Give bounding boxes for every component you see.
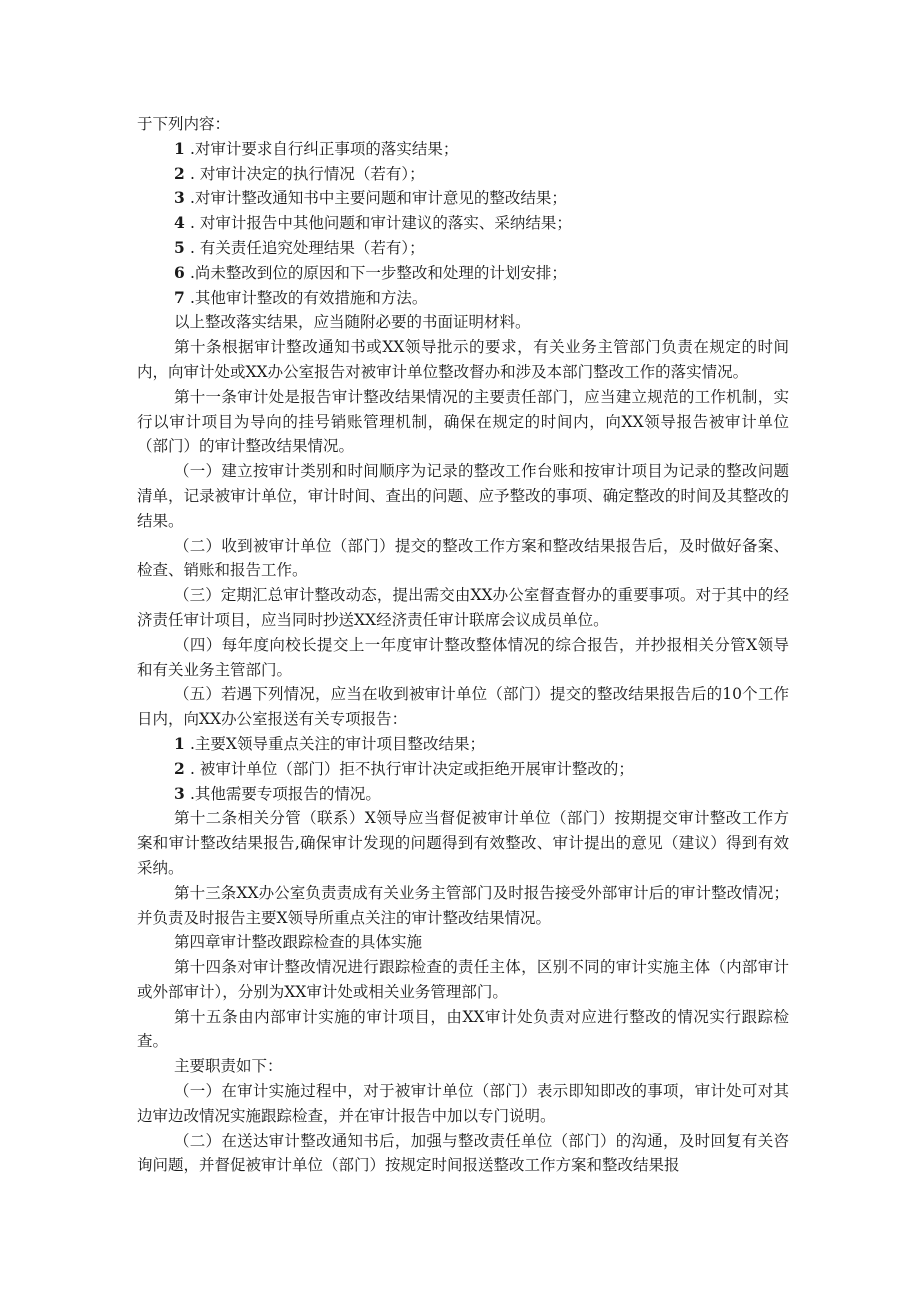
duties-heading: 主要职责如下： [174,1057,283,1076]
article-15: 第十五条由内部审计实施的审计项目，由XX审计处负责对应进行整改的情况实行跟踪检查。 [137,1007,789,1051]
article-11: 第十一条审计处是报告审计整改结果情况的主要责任部门，应当建立规范的工作机制，实行以审计项目为导向的挂号销账管理机制，确保在规定的时间内，向XX领导报告被审计单位（部门）的审计整改结果情况。 [137,387,789,456]
article-14: 第十四条对审计整改情况进行跟踪检查的责任主体，区别不同的审计实施主体（内部审计或外部审计），分别为XX审计处或相关业务管理部门。 [137,958,789,1001]
list-item [137,162,789,187]
document-page [137,112,789,1178]
list-item [137,782,789,807]
paragraph-continuation: 于下列内容： [137,115,231,133]
list-text: .尚未整改到位的原因和下一步整改和处理的计划安排； [190,263,567,282]
list-number: 4 [174,213,185,233]
list-item [137,186,789,211]
article-11-item-3: （三）定期汇总审计整改动态，提出需交由XX办公室督查督办的重要事项。对于其中的经济责任审计项目，应当同时抄送XX经济责任审计联席会议成员单位。 [137,586,789,629]
list-item [137,757,789,782]
list-item [137,236,789,261]
list-text: .对审计要求自行纠正事项的落实结果； [190,139,459,158]
list-text: . 有关责任追究处理结果（若有）； [190,238,425,257]
chapter-heading: 第四章审计整改跟踪检查的具体实施 [174,933,423,952]
article-11-item-4: （四）每年度向校长提交上一年度审计整改整体情况的综合报告，并抄报相关分管X领导和有关业务主管部门。 [137,635,789,679]
list-item [137,732,789,757]
duty-item-2: （二）在送达审计整改通知书后，加强与整改责任单位（部门）的沟通，及时回复有关咨询问题，并督促被审计单位（部门）按规定时间报送整改工作方案和整改结果报 [137,1131,789,1175]
list-item [137,261,789,286]
list-number: 1 [174,138,185,158]
paragraph: 以上整改落实结果，应当随附必要的书面证明材料。 [174,313,531,332]
list-text: . 对审计报告中其他问题和审计建议的落实、采纳结果； [190,214,572,233]
list-number: 6 [174,262,185,282]
list-item [137,211,789,236]
list-number: 7 [174,287,185,307]
list-number: 3 [174,188,185,208]
duty-item-1: （一）在审计实施过程中，对于被审计单位（部门）表示即知即改的事项，审计处可对其边审边改情况实施跟踪检查，并在审计报告中加以专门说明。 [137,1082,789,1125]
list-text: .主要X领导重点关注的审计项目整改结果； [190,734,485,753]
article-11-item-2: （二）收到被审计单位（部门）提交的整改工作方案和整改结果报告后，及时做好备案、检查、销账和报告工作。 [137,536,789,580]
list-number: 2 [174,758,185,778]
list-number: 3 [174,783,185,803]
article-13: 第十三条XX办公室负责责成有关业务主管部门及时报告接受外部审计后的审计整改情况；并负责及时报告主要X领导所重点关注的审计整改结果情况。 [137,883,789,927]
list-number: 1 [174,733,185,753]
list-text: .其他审计整改的有效措施和方法。 [190,288,428,307]
list-number: 5 [174,237,185,257]
list-text: . 对审计决定的执行情况（若有）； [190,164,425,183]
list-text: .其他需要专项报告的情况。 [190,784,381,803]
list-item [137,137,789,162]
list-text: .对审计整改通知书中主要问题和审计意见的整改结果； [190,189,567,208]
article-12: 第十二条相关分管（联系）X领导应当督促被审计单位（部门）按期提交审计整改工作方案和审计整改结果报告,确保审计发现的问题得到有效整改、审计提出的意见（建议）得到有效采纳。 [137,809,789,877]
article-10: 第十条根据审计整改通知书或XX领导批示的要求，有关业务主管部门负责在规定的时间内，向审计处或XX办公室报告对被审计单位整改督办和涉及本部门整改工作的落实情况。 [137,338,789,381]
article-11-item-1: （一）建立按审计类别和时间顺序为记录的整改工作台账和按审计项目为记录的整改问题清单，记录被审计单位，审计时间、查出的问题、应予整改的事项、确定整改的时间及其整改的结果。 [137,462,789,530]
list-number: 2 [174,163,185,183]
article-11-item-5: （五）若遇下列情况，应当在收到被审计单位（部门）提交的整改结果报告后的10个工作日内，向XX办公室报送有关专项报告： [137,685,789,729]
list-text: . 被审计单位（部门）拒不执行审计决定或拒绝开展审计整改的； [190,759,634,778]
list-item [137,286,789,311]
